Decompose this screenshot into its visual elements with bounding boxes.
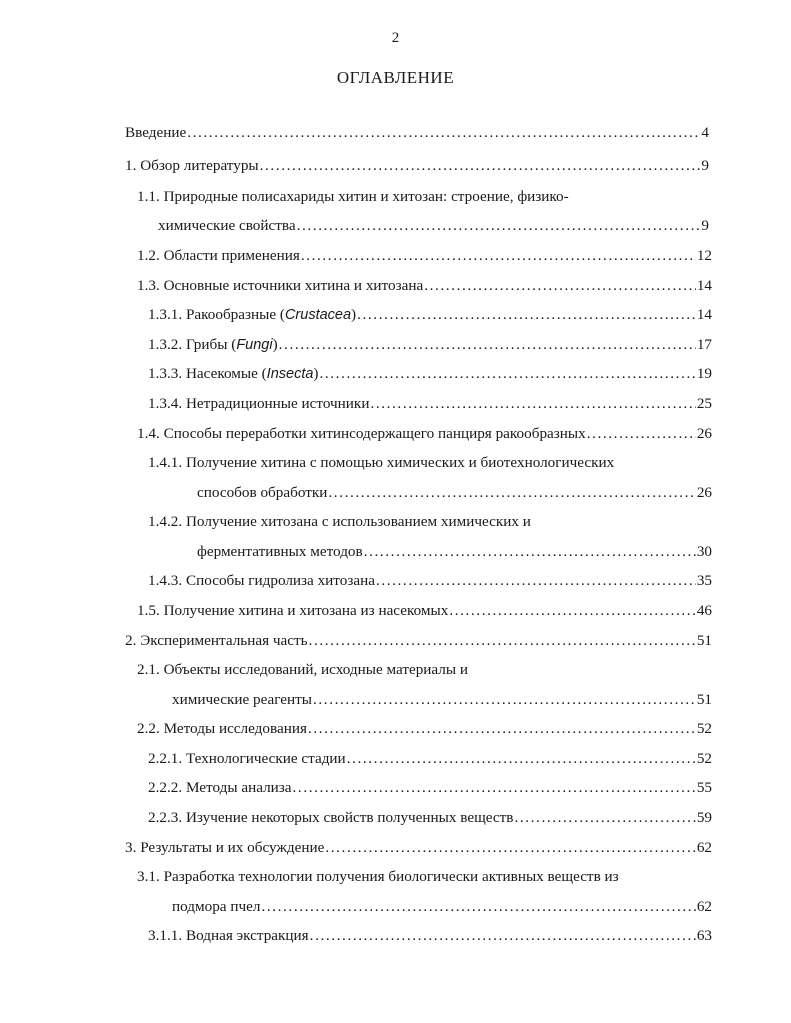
toc-title: ОГЛАВЛЕНИЕ — [336, 68, 455, 87]
toc-entry-1-4-3: 1.4.3. Способы гидролиза хитозана ..... 35 — [148, 570, 712, 592]
toc-entry-1-2: 1.2. Области применения ..... 12 — [137, 245, 712, 267]
toc-entry-2-1-line2: химические реагенты ..... 51 — [172, 689, 712, 711]
toc-entry-1-1-line2: химические свойства ..... 9 — [158, 215, 709, 237]
toc-entry-1-5: 1.5. Получение хитина и хитозана из насекомых ..... 46 — [137, 600, 712, 622]
toc-entry-1-4-1-line1: 1.4.1. Получение хитина с помощью химических и биотехнологических — [148, 454, 615, 471]
toc-entry-1-1-line1: 1.1. Природные полисахариды хитин и хитозан: строение, физико- — [137, 188, 569, 205]
toc-entry-intro: Введение ..... 4 — [125, 122, 709, 144]
toc-entry-1-4: 1.4. Способы переработки хитинсодержащего панциря ракообразных ..... 26 — [137, 423, 712, 445]
toc-entry-2-2: 2.2. Методы исследования ..... 52 — [137, 718, 712, 740]
toc-entry-1-3-4: 1.3.4. Нетрадиционные источники ..... 25 — [148, 393, 712, 415]
toc-entry-3-1-1: 3.1.1. Водная экстракция ..... 63 — [148, 925, 712, 947]
toc-entry-3-1-line2: подмора пчел ..... 62 — [172, 896, 712, 918]
toc-entry-1-3-1: 1.3.1. Ракообразные (Crustacea) ..... 14 — [148, 304, 712, 326]
toc-entry-1-4-2-line1: 1.4.2. Получение хитозана с использованием химических и — [148, 513, 531, 530]
toc-entry-1-4-1-line2: способов обработки ..... 26 — [197, 482, 712, 504]
toc-entry-1-3-3: 1.3.3. Насекомые (Insecta) ..... 19 — [148, 363, 712, 385]
toc-entry-3-1-line1: 3.1. Разработка технологии получения биологически активных веществ из — [137, 868, 619, 885]
toc-entry-1-3-2: 1.3.2. Грибы (Fungi) ..... 17 — [148, 334, 712, 356]
toc-entry-1-3: 1.3. Основные источники хитина и хитозана ..... 14 — [137, 275, 712, 297]
toc-entry-1: 1. Обзор литературы ..... 9 — [125, 155, 709, 177]
toc-entry-3: 3. Результаты и их обсуждение ..... 62 — [125, 837, 712, 859]
toc-entry-2: 2. Экспериментальная часть ..... 51 — [125, 630, 712, 652]
toc-entry-2-2-2: 2.2.2. Методы анализа ..... 55 — [148, 777, 712, 799]
toc-entry-2-2-3: 2.2.3. Изучение некоторых свойств полученных веществ ..... 59 — [148, 807, 712, 829]
toc-entry-2-1-line1: 2.1. Объекты исследований, исходные материалы и — [137, 661, 469, 678]
toc-entry-2-2-1: 2.2.1. Технологические стадии ..... 52 — [148, 748, 712, 770]
page-number: 2 — [391, 30, 400, 46]
toc-entry-1-4-2-line2: ферментативных методов ..... 30 — [197, 541, 712, 563]
